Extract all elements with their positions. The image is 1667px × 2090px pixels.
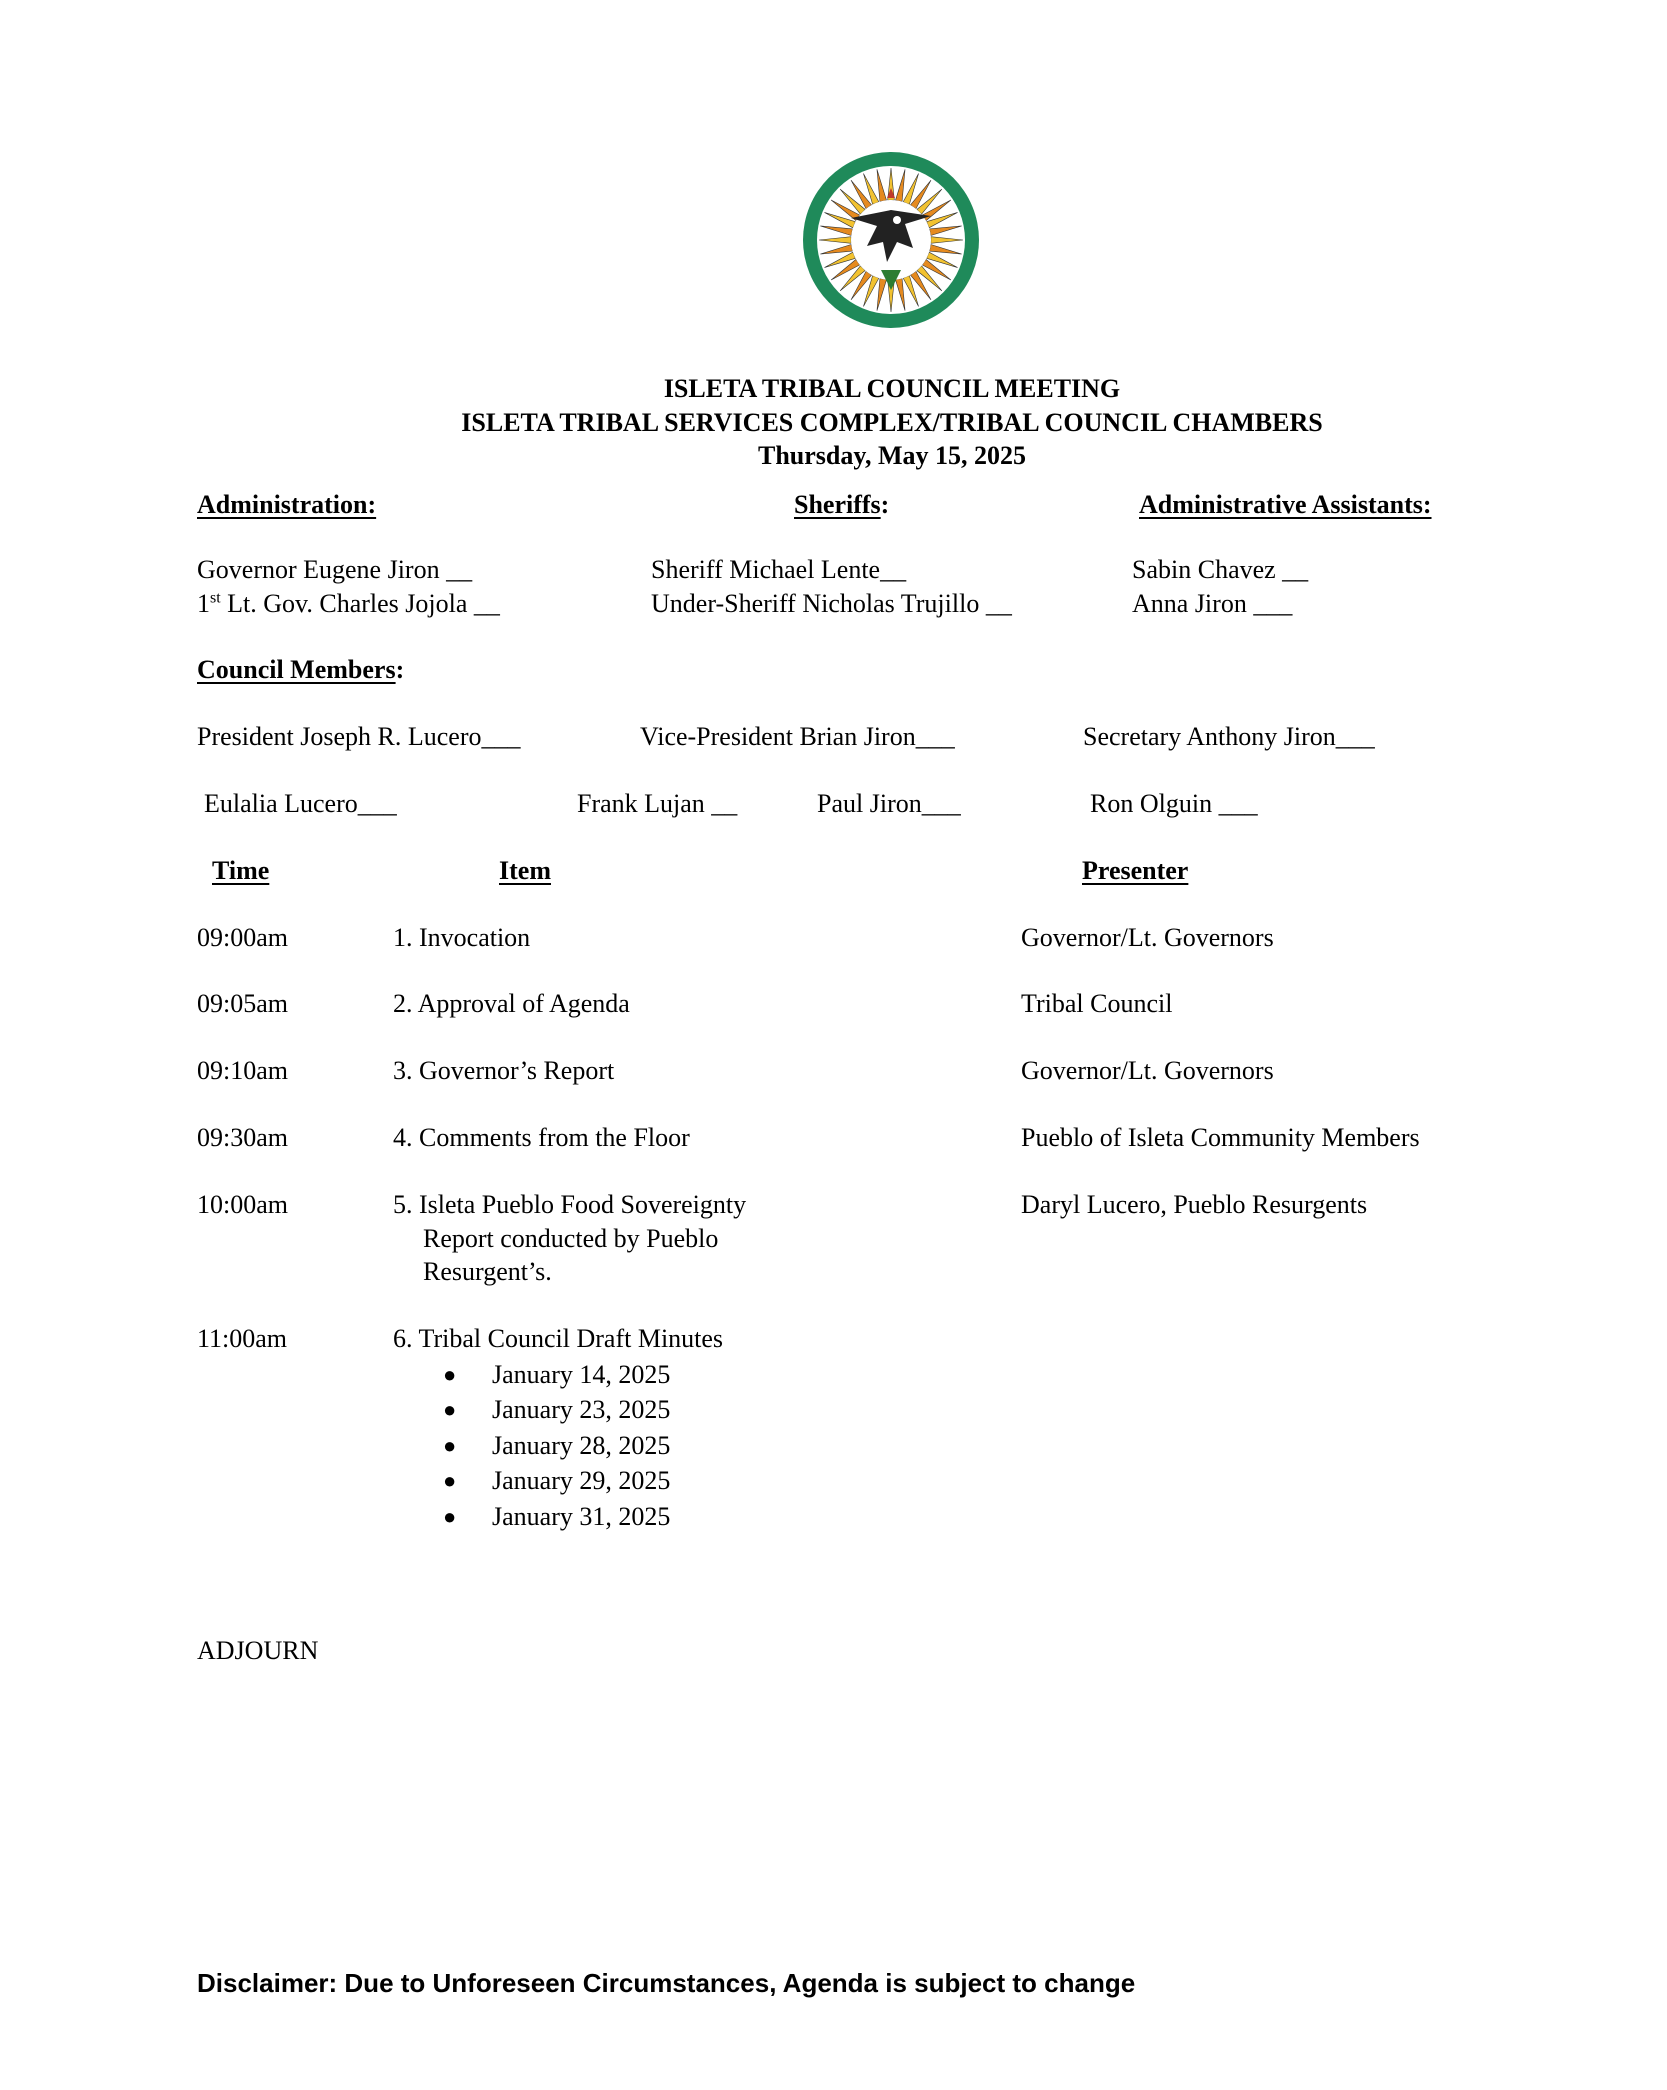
minutes-date: January 23, 2025 — [492, 1395, 671, 1424]
adjourn-label: ADJOURN — [197, 1636, 319, 1665]
council-member: Frank Lujan __ — [577, 789, 738, 818]
agenda-item: 5. Isleta Pueblo Food Sovereignty — [393, 1190, 747, 1219]
under-sheriff-name: Under-Sheriff Nicholas Trujillo __ — [651, 589, 1012, 618]
council-vice-president: Vice-President Brian Jiron___ — [640, 722, 955, 751]
minutes-date: January 28, 2025 — [492, 1431, 671, 1460]
agenda-item: 1. Invocation — [393, 923, 531, 952]
meeting-title: ISLETA TRIBAL COUNCIL MEETING — [663, 374, 1121, 403]
agenda-item: 4. Comments from the Floor — [393, 1123, 690, 1152]
bullet-icon: ● — [443, 1504, 457, 1529]
agenda-time-header: Time — [212, 856, 270, 885]
council-member: Paul Jiron___ — [817, 789, 961, 818]
agenda-presenter-header: Presenter — [1082, 856, 1189, 885]
agenda-presenter: Daryl Lucero, Pueblo Resurgents — [1021, 1190, 1368, 1219]
governor-name: Governor Eugene Jiron __ — [197, 555, 473, 584]
meeting-location: ISLETA TRIBAL SERVICES COMPLEX/TRIBAL COUNCIL CHAMBERS — [461, 408, 1323, 437]
meeting-date: Thursday, May 15, 2025 — [758, 441, 1026, 470]
agenda-item-continued: Report conducted by Pueblo — [423, 1224, 719, 1253]
assistant-name-2: Anna Jiron ___ — [1132, 589, 1293, 618]
bullet-icon: ● — [443, 1468, 457, 1493]
agenda-item: 6. Tribal Council Draft Minutes — [393, 1324, 724, 1353]
agenda-presenter: Governor/Lt. Governors — [1021, 1056, 1274, 1085]
agenda-time: 09:30am — [197, 1123, 288, 1152]
bullet-icon: ● — [443, 1397, 457, 1422]
agenda-presenter: Pueblo of Isleta Community Members — [1021, 1123, 1420, 1152]
assistants-heading: Administrative Assistants: — [1139, 490, 1432, 519]
bullet-icon: ● — [443, 1433, 457, 1458]
council-secretary: Secretary Anthony Jiron___ — [1083, 722, 1375, 751]
minutes-date: January 29, 2025 — [492, 1466, 671, 1495]
agenda-item-header: Item — [499, 856, 551, 885]
disclaimer: Disclaimer: Due to Unforeseen Circumstances, Agenda is subject to change — [197, 1968, 1136, 1998]
agenda-item-continued: Resurgent’s. — [423, 1257, 552, 1286]
agenda-presenter: Tribal Council — [1021, 989, 1173, 1018]
lt-governor-name: 1st Lt. Gov. Charles Jojola __ — [197, 589, 500, 618]
agenda-time: 10:00am — [197, 1190, 288, 1219]
council-heading: Council Members: — [197, 655, 405, 684]
assistant-name-1: Sabin Chavez __ — [1132, 555, 1309, 584]
agenda-item: 2. Approval of Agenda — [393, 989, 630, 1018]
sheriffs-heading: Sheriffs: — [794, 490, 890, 519]
council-member: Eulalia Lucero___ — [204, 789, 397, 818]
council-president: President Joseph R. Lucero___ — [197, 722, 521, 751]
council-member: Ron Olguin ___ — [1090, 789, 1258, 818]
agenda-time: 09:10am — [197, 1056, 288, 1085]
minutes-date: January 31, 2025 — [492, 1502, 671, 1531]
agenda-item: 3. Governor’s Report — [393, 1056, 615, 1085]
bullet-icon: ● — [443, 1362, 457, 1387]
agenda-time: 11:00am — [197, 1324, 288, 1353]
agenda-presenter: Governor/Lt. Governors — [1021, 923, 1274, 952]
minutes-date: January 14, 2025 — [492, 1360, 671, 1389]
sheriff-name: Sheriff Michael Lente__ — [651, 555, 907, 584]
agenda-time: 09:00am — [197, 923, 288, 952]
administration-heading: Administration: — [197, 490, 377, 519]
agenda-time: 09:05am — [197, 989, 288, 1018]
pueblo-seal-logo — [801, 150, 981, 330]
